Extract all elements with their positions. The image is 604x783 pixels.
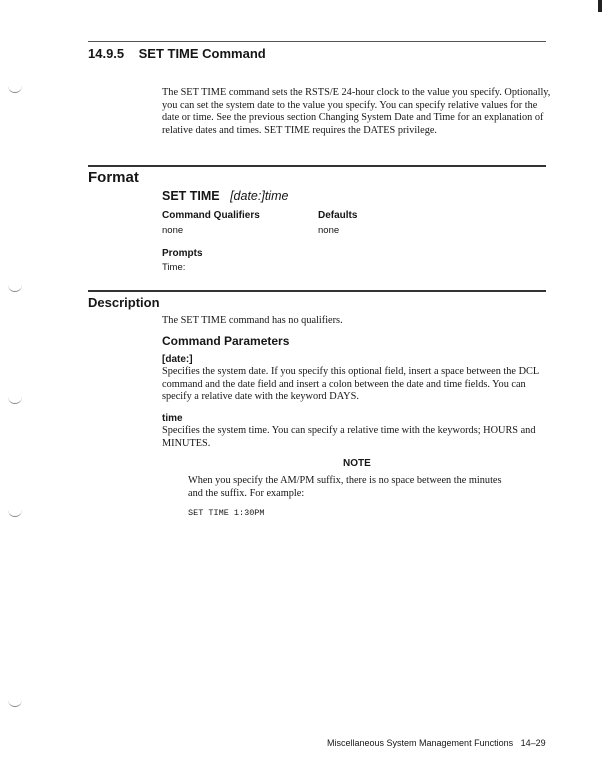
corner-mark xyxy=(598,0,602,12)
description-rule xyxy=(88,290,546,292)
description-text: The SET TIME command has no qualifiers. xyxy=(162,315,343,326)
section-number: 14.9.5 xyxy=(88,46,125,61)
defaults-value: none xyxy=(318,225,340,236)
prompts-header: Prompts xyxy=(162,248,203,259)
binding-mark xyxy=(8,285,22,292)
qualifiers-value: none xyxy=(162,225,184,236)
binding-mark xyxy=(8,86,22,93)
format-heading: Format xyxy=(88,169,139,186)
param-text: Specifies the system time. You can specify a relative time with the keywords; HOURS and MINUTES. xyxy=(162,425,536,449)
format-syntax xyxy=(162,189,288,203)
prompt-value: Time: xyxy=(162,262,186,273)
qualifiers-header: Command Qualifiers xyxy=(162,210,260,221)
page-footer xyxy=(327,738,546,748)
param-name: [date:] xyxy=(162,354,193,365)
params-heading: Command Parameters xyxy=(162,334,290,348)
footer-chapter: Miscellaneous System Management Functions xyxy=(327,738,514,748)
binding-mark xyxy=(8,397,22,404)
note-example: SET TIME 1:30PM xyxy=(188,508,265,518)
note-text: When you specify the AM/PM suffix, there is no space between the minutes and the suffix. For example: xyxy=(188,475,502,499)
format-command: SET TIME xyxy=(162,189,220,203)
format-rule xyxy=(88,165,546,167)
section-title: SET TIME Command xyxy=(138,46,266,61)
intro-paragraph: The SET TIME command sets the RSTS/E 24-hour clock to the value you specify. Optionally, you can set the system date to the value you specify. You can specify relative values for the date or time. See the previous section Changing System Date and Time for an explanation of relative dates and times. SET TIME requires the DATES privilege. xyxy=(162,87,551,136)
param-name: time xyxy=(162,413,183,424)
footer-page-number: 14–29 xyxy=(520,738,546,748)
top-rule xyxy=(88,41,546,42)
format-parameters: [date:]time xyxy=(230,189,289,203)
binding-mark xyxy=(8,510,22,517)
defaults-header: Defaults xyxy=(318,210,358,221)
description-heading: Description xyxy=(88,295,160,310)
section-heading xyxy=(88,46,266,61)
binding-mark xyxy=(8,700,22,707)
note-heading: NOTE xyxy=(343,458,371,469)
param-text: Specifies the system date. If you specify this optional field, insert a space between the DCL command and the date field and insert a colon between the date and time fields. You can specify a relative date with the keyword DAYS. xyxy=(162,366,539,403)
